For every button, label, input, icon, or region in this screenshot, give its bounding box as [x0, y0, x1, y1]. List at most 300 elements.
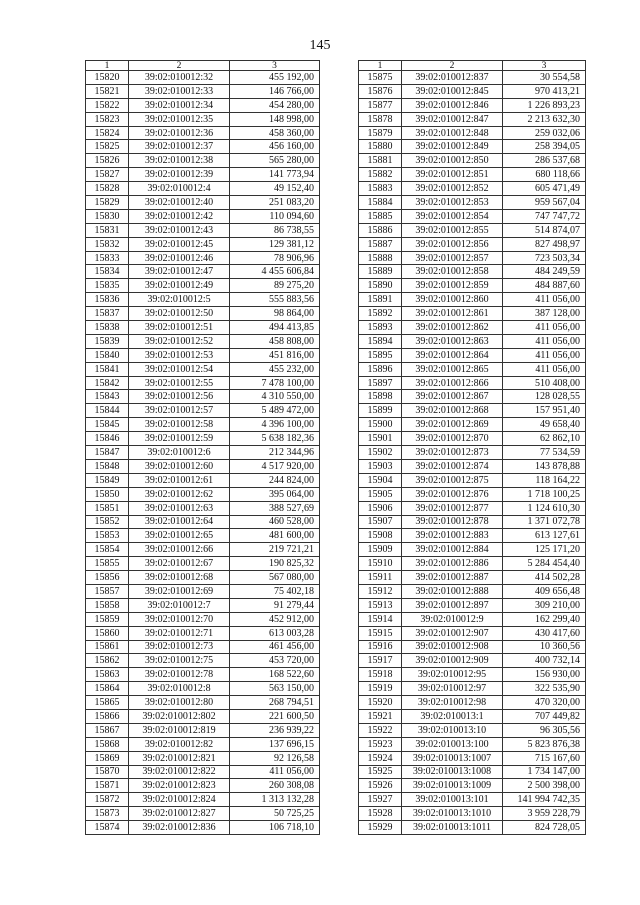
cadastral-number-cell: 39:02:010012:858: [402, 265, 503, 279]
table-row: [86, 293, 320, 307]
table-row: [86, 182, 320, 196]
table-row: [359, 432, 586, 446]
table-row: [359, 362, 586, 376]
row-number-cell: 15884: [359, 196, 402, 210]
row-number-cell: 15924: [359, 751, 402, 765]
table-row: [359, 765, 586, 779]
table-row: [359, 779, 586, 793]
table-row: [359, 640, 586, 654]
value-cell: 258 394,05: [503, 140, 586, 154]
value-cell: 461 456,00: [230, 640, 320, 654]
value-cell: 10 360,56: [503, 640, 586, 654]
cadastral-number-cell: 39:02:010012:873: [402, 446, 503, 460]
row-number-cell: 15834: [86, 265, 129, 279]
table-row: [86, 348, 320, 362]
value-cell: 411 056,00: [503, 293, 586, 307]
value-cell: 3 959 228,79: [503, 807, 586, 821]
row-number-cell: 15858: [86, 598, 129, 612]
row-number-cell: 15827: [86, 168, 129, 182]
row-number-cell: 15823: [86, 112, 129, 126]
value-cell: 411 056,00: [503, 321, 586, 335]
row-number-cell: 15844: [86, 404, 129, 418]
value-cell: 481 600,00: [230, 529, 320, 543]
value-cell: 456 160,00: [230, 140, 320, 154]
row-number-cell: 15887: [359, 237, 402, 251]
table-row: [359, 237, 586, 251]
cadastral-number-cell: 39:02:010012:32: [129, 71, 230, 85]
row-number-cell: 15927: [359, 793, 402, 807]
table-row: [359, 196, 586, 210]
table-row: [359, 723, 586, 737]
value-cell: 212 344,96: [230, 446, 320, 460]
cadastral-number-cell: 39:02:010012:886: [402, 557, 503, 571]
value-cell: 148 998,00: [230, 112, 320, 126]
row-number-cell: 15900: [359, 418, 402, 432]
value-cell: 98 864,00: [230, 307, 320, 321]
cadastral-number-cell: 39:02:010012:55: [129, 376, 230, 390]
row-number-cell: 15889: [359, 265, 402, 279]
cadastral-number-cell: 39:02:010012:859: [402, 279, 503, 293]
value-cell: 411 056,00: [503, 334, 586, 348]
column-header-number: 1: [359, 61, 402, 71]
value-cell: 309 210,00: [503, 598, 586, 612]
table-row: [359, 751, 586, 765]
table-row: [359, 654, 586, 668]
value-cell: 411 056,00: [503, 362, 586, 376]
cadastral-number-cell: 39:02:010012:7: [129, 598, 230, 612]
cadastral-number-cell: 39:02:010012:43: [129, 223, 230, 237]
table-row: [86, 334, 320, 348]
value-cell: 747 747,72: [503, 209, 586, 223]
cadastral-number-cell: 39:02:010012:860: [402, 293, 503, 307]
cadastral-number-cell: 39:02:010012:856: [402, 237, 503, 251]
table-row: [86, 376, 320, 390]
value-cell: 260 308,08: [230, 779, 320, 793]
table-row: [86, 237, 320, 251]
table-row: [86, 321, 320, 335]
row-number-cell: 15886: [359, 223, 402, 237]
value-cell: 388 527,69: [230, 501, 320, 515]
row-number-cell: 15878: [359, 112, 402, 126]
cadastral-number-cell: 39:02:010012:57: [129, 404, 230, 418]
value-cell: 7 478 100,00: [230, 376, 320, 390]
row-number-cell: 15836: [86, 293, 129, 307]
cadastral-number-cell: 39:02:010012:46: [129, 251, 230, 265]
value-cell: 563 150,00: [230, 682, 320, 696]
value-cell: 91 279,44: [230, 598, 320, 612]
table-row: [359, 501, 586, 515]
table-row: [86, 584, 320, 598]
value-cell: 259 032,06: [503, 126, 586, 140]
cadastral-number-cell: 39:02:010012:865: [402, 362, 503, 376]
table-row: [86, 821, 320, 835]
table-row: [86, 668, 320, 682]
row-number-cell: 15866: [86, 709, 129, 723]
table-row: [359, 126, 586, 140]
table-row: [359, 487, 586, 501]
table-row: [86, 71, 320, 85]
cadastral-number-cell: 39:02:010012:42: [129, 209, 230, 223]
row-number-cell: 15869: [86, 751, 129, 765]
column-header-cadastral-number: 2: [129, 61, 230, 71]
row-number-cell: 15822: [86, 98, 129, 112]
value-cell: 1 313 132,28: [230, 793, 320, 807]
cadastral-number-cell: 39:02:010013:100: [402, 737, 503, 751]
value-cell: 157 951,40: [503, 404, 586, 418]
row-number-cell: 15863: [86, 668, 129, 682]
table-row: [86, 807, 320, 821]
value-cell: 89 275,20: [230, 279, 320, 293]
table-row: [86, 473, 320, 487]
cadastral-number-cell: 39:02:010012:8: [129, 682, 230, 696]
row-number-cell: 15853: [86, 529, 129, 543]
cadastral-number-cell: 39:02:010012:78: [129, 668, 230, 682]
table-header-row: [86, 61, 320, 71]
value-cell: 50 725,25: [230, 807, 320, 821]
cadastral-number-cell: 39:02:010012:897: [402, 598, 503, 612]
row-number-cell: 15832: [86, 237, 129, 251]
value-cell: 458 360,00: [230, 126, 320, 140]
table-row: [359, 168, 586, 182]
table-body: [86, 71, 320, 835]
table-row: [86, 154, 320, 168]
table-row: [359, 584, 586, 598]
table-row: [86, 737, 320, 751]
table-row: [359, 279, 586, 293]
value-cell: 4 455 606,84: [230, 265, 320, 279]
value-cell: 118 164,22: [503, 473, 586, 487]
value-cell: 565 280,00: [230, 154, 320, 168]
value-cell: 409 656,48: [503, 584, 586, 598]
table-row: [86, 626, 320, 640]
cadastral-number-cell: 39:02:010013:1: [402, 709, 503, 723]
table-row: [359, 682, 586, 696]
row-number-cell: 15911: [359, 571, 402, 585]
cadastral-number-cell: 39:02:010012:95: [402, 668, 503, 682]
value-cell: 824 728,05: [503, 821, 586, 835]
cadastral-number-cell: 39:02:010012:864: [402, 348, 503, 362]
table-row: [359, 459, 586, 473]
table-row: [359, 793, 586, 807]
cadastral-number-cell: 39:02:010012:66: [129, 543, 230, 557]
value-cell: 137 696,15: [230, 737, 320, 751]
value-cell: 5 284 454,40: [503, 557, 586, 571]
row-number-cell: 15906: [359, 501, 402, 515]
row-number-cell: 15842: [86, 376, 129, 390]
cadastral-number-cell: 39:02:010012:852: [402, 182, 503, 196]
cadastral-number-cell: 39:02:010012:821: [129, 751, 230, 765]
row-number-cell: 15923: [359, 737, 402, 751]
value-cell: 555 883,56: [230, 293, 320, 307]
cadastral-number-cell: 39:02:010013:10: [402, 723, 503, 737]
value-cell: 251 083,20: [230, 196, 320, 210]
cadastral-number-cell: 39:02:010012:908: [402, 640, 503, 654]
cadastral-table-left: [85, 60, 320, 835]
table-row: [359, 543, 586, 557]
row-number-cell: 15882: [359, 168, 402, 182]
cadastral-number-cell: 39:02:010012:56: [129, 390, 230, 404]
table-row: [86, 84, 320, 98]
cadastral-number-cell: 39:02:010012:59: [129, 432, 230, 446]
value-cell: 143 878,88: [503, 459, 586, 473]
value-cell: 411 056,00: [503, 348, 586, 362]
value-cell: 470 320,00: [503, 696, 586, 710]
row-number-cell: 15885: [359, 209, 402, 223]
table-row: [359, 154, 586, 168]
cadastral-number-cell: 39:02:010012:5: [129, 293, 230, 307]
cadastral-number-cell: 39:02:010012:862: [402, 321, 503, 335]
value-cell: 707 449,82: [503, 709, 586, 723]
row-number-cell: 15896: [359, 362, 402, 376]
row-number-cell: 15821: [86, 84, 129, 98]
page-number: 145: [309, 38, 331, 53]
table-row: [86, 640, 320, 654]
table-row: [86, 112, 320, 126]
table-row: [86, 418, 320, 432]
value-cell: 827 498,97: [503, 237, 586, 251]
table-row: [86, 557, 320, 571]
table-row: [359, 348, 586, 362]
cadastral-number-cell: 39:02:010012:848: [402, 126, 503, 140]
cadastral-number-cell: 39:02:010013:1008: [402, 765, 503, 779]
value-cell: 125 171,20: [503, 543, 586, 557]
table-row: [86, 723, 320, 737]
row-number-cell: 15907: [359, 515, 402, 529]
table-row: [359, 223, 586, 237]
row-number-cell: 15828: [86, 182, 129, 196]
row-number-cell: 15928: [359, 807, 402, 821]
row-number-cell: 15888: [359, 251, 402, 265]
cadastral-number-cell: 39:02:010012:53: [129, 348, 230, 362]
table-row: [86, 459, 320, 473]
table-row: [86, 515, 320, 529]
table-body: [359, 71, 586, 835]
table-row: [86, 696, 320, 710]
value-cell: 484 249,59: [503, 265, 586, 279]
cadastral-number-cell: 39:02:010012:863: [402, 334, 503, 348]
row-number-cell: 15895: [359, 348, 402, 362]
value-cell: 680 118,66: [503, 168, 586, 182]
cadastral-number-cell: 39:02:010012:62: [129, 487, 230, 501]
row-number-cell: 15872: [86, 793, 129, 807]
table-row: [359, 557, 586, 571]
table-row: [359, 265, 586, 279]
row-number-cell: 15894: [359, 334, 402, 348]
table-row: [86, 279, 320, 293]
value-cell: 110 094,60: [230, 209, 320, 223]
value-cell: 430 417,60: [503, 626, 586, 640]
row-number-cell: 15905: [359, 487, 402, 501]
row-number-cell: 15929: [359, 821, 402, 835]
cadastral-number-cell: 39:02:010012:909: [402, 654, 503, 668]
row-number-cell: 15856: [86, 571, 129, 585]
cadastral-number-cell: 39:02:010012:80: [129, 696, 230, 710]
row-number-cell: 15857: [86, 584, 129, 598]
value-cell: 236 939,22: [230, 723, 320, 737]
row-number-cell: 15921: [359, 709, 402, 723]
cadastral-number-cell: 39:02:010012:63: [129, 501, 230, 515]
value-cell: 970 413,21: [503, 84, 586, 98]
value-cell: 567 080,00: [230, 571, 320, 585]
row-number-cell: 15855: [86, 557, 129, 571]
cadastral-number-cell: 39:02:010012:73: [129, 640, 230, 654]
value-cell: 141 773,94: [230, 168, 320, 182]
cadastral-number-cell: 39:02:010012:837: [402, 71, 503, 85]
value-cell: 451 816,00: [230, 348, 320, 362]
cadastral-number-cell: 39:02:010012:65: [129, 529, 230, 543]
value-cell: 268 794,51: [230, 696, 320, 710]
table-row: [359, 737, 586, 751]
table-row: [359, 293, 586, 307]
table-row: [86, 487, 320, 501]
cadastral-number-cell: 39:02:010012:35: [129, 112, 230, 126]
value-cell: 715 167,60: [503, 751, 586, 765]
value-cell: 414 502,28: [503, 571, 586, 585]
cadastral-number-cell: 39:02:010012:853: [402, 196, 503, 210]
cadastral-number-cell: 39:02:010012:823: [129, 779, 230, 793]
table-row: [86, 307, 320, 321]
table-row: [359, 140, 586, 154]
value-cell: 162 299,40: [503, 612, 586, 626]
row-number-cell: 15909: [359, 543, 402, 557]
value-cell: 75 402,18: [230, 584, 320, 598]
value-cell: 395 064,00: [230, 487, 320, 501]
row-number-cell: 15874: [86, 821, 129, 835]
row-number-cell: 15899: [359, 404, 402, 418]
column-header-value: 3: [230, 61, 320, 71]
table-row: [86, 126, 320, 140]
cadastral-number-cell: 39:02:010012:861: [402, 307, 503, 321]
value-cell: 49 658,40: [503, 418, 586, 432]
row-number-cell: 15829: [86, 196, 129, 210]
table-row: [359, 321, 586, 335]
cadastral-number-cell: 39:02:010012:58: [129, 418, 230, 432]
value-cell: 128 028,55: [503, 390, 586, 404]
value-cell: 106 718,10: [230, 821, 320, 835]
cadastral-number-cell: 39:02:010012:51: [129, 321, 230, 335]
row-number-cell: 15870: [86, 765, 129, 779]
cadastral-number-cell: 39:02:010012:61: [129, 473, 230, 487]
table-row: [359, 98, 586, 112]
table-row: [86, 362, 320, 376]
cadastral-number-cell: 39:02:010012:878: [402, 515, 503, 529]
value-cell: 156 930,00: [503, 668, 586, 682]
cadastral-number-cell: 39:02:010012:60: [129, 459, 230, 473]
row-number-cell: 15830: [86, 209, 129, 223]
table-row: [86, 168, 320, 182]
value-cell: 411 056,00: [230, 765, 320, 779]
cadastral-number-cell: 39:02:010012:54: [129, 362, 230, 376]
cadastral-number-cell: 39:02:010012:847: [402, 112, 503, 126]
table-row: [359, 446, 586, 460]
cadastral-number-cell: 39:02:010012:64: [129, 515, 230, 529]
table-row: [359, 571, 586, 585]
row-number-cell: 15848: [86, 459, 129, 473]
cadastral-number-cell: 39:02:010012:70: [129, 612, 230, 626]
value-cell: 92 126,58: [230, 751, 320, 765]
table-row: [359, 668, 586, 682]
table-row: [86, 682, 320, 696]
row-number-cell: 15854: [86, 543, 129, 557]
value-cell: 141 994 742,35: [503, 793, 586, 807]
row-number-cell: 15876: [359, 84, 402, 98]
table-row: [86, 571, 320, 585]
column-header-value: 3: [503, 61, 586, 71]
table-row: [86, 779, 320, 793]
row-number-cell: 15864: [86, 682, 129, 696]
cadastral-number-cell: 39:02:010012:868: [402, 404, 503, 418]
row-number-cell: 15926: [359, 779, 402, 793]
row-number-cell: 15892: [359, 307, 402, 321]
value-cell: 5 638 182,36: [230, 432, 320, 446]
row-number-cell: 15873: [86, 807, 129, 821]
row-number-cell: 15916: [359, 640, 402, 654]
cadastral-number-cell: 39:02:010012:887: [402, 571, 503, 585]
value-cell: 4 517 920,00: [230, 459, 320, 473]
row-number-cell: 15846: [86, 432, 129, 446]
value-cell: 86 738,55: [230, 223, 320, 237]
row-number-cell: 15868: [86, 737, 129, 751]
value-cell: 453 720,00: [230, 654, 320, 668]
row-number-cell: 15841: [86, 362, 129, 376]
value-cell: 460 528,00: [230, 515, 320, 529]
cadastral-number-cell: 39:02:010012:849: [402, 140, 503, 154]
table-row: [86, 140, 320, 154]
value-cell: 219 721,21: [230, 543, 320, 557]
cadastral-number-cell: 39:02:010012:98: [402, 696, 503, 710]
row-number-cell: 15902: [359, 446, 402, 460]
table-row: [359, 473, 586, 487]
row-number-cell: 15837: [86, 307, 129, 321]
row-number-cell: 15922: [359, 723, 402, 737]
row-number-cell: 15843: [86, 390, 129, 404]
table-row: [359, 182, 586, 196]
table-row: [86, 223, 320, 237]
row-number-cell: 15879: [359, 126, 402, 140]
row-number-cell: 15851: [86, 501, 129, 515]
cadastral-number-cell: 39:02:010012:802: [129, 709, 230, 723]
value-cell: 322 535,90: [503, 682, 586, 696]
row-number-cell: 15849: [86, 473, 129, 487]
value-cell: 514 874,07: [503, 223, 586, 237]
row-number-cell: 15898: [359, 390, 402, 404]
row-number-cell: 15871: [86, 779, 129, 793]
column-header-number: 1: [86, 61, 129, 71]
row-number-cell: 15918: [359, 668, 402, 682]
value-cell: 146 766,00: [230, 84, 320, 98]
table-row: [86, 446, 320, 460]
row-number-cell: 15860: [86, 626, 129, 640]
row-number-cell: 15880: [359, 140, 402, 154]
table-row: [359, 821, 586, 835]
row-number-cell: 15826: [86, 154, 129, 168]
cadastral-number-cell: 39:02:010012:824: [129, 793, 230, 807]
value-cell: 62 862,10: [503, 432, 586, 446]
table-header-row: [359, 61, 586, 71]
cadastral-table-right: [358, 60, 586, 835]
table-row: [359, 515, 586, 529]
table-row: [359, 626, 586, 640]
value-cell: 455 192,00: [230, 71, 320, 85]
row-number-cell: 15847: [86, 446, 129, 460]
row-number-cell: 15910: [359, 557, 402, 571]
cadastral-number-cell: 39:02:010012:34: [129, 98, 230, 112]
value-cell: 1 718 100,25: [503, 487, 586, 501]
cadastral-number-cell: 39:02:010012:75: [129, 654, 230, 668]
value-cell: 510 408,00: [503, 376, 586, 390]
row-number-cell: 15913: [359, 598, 402, 612]
row-number-cell: 15845: [86, 418, 129, 432]
